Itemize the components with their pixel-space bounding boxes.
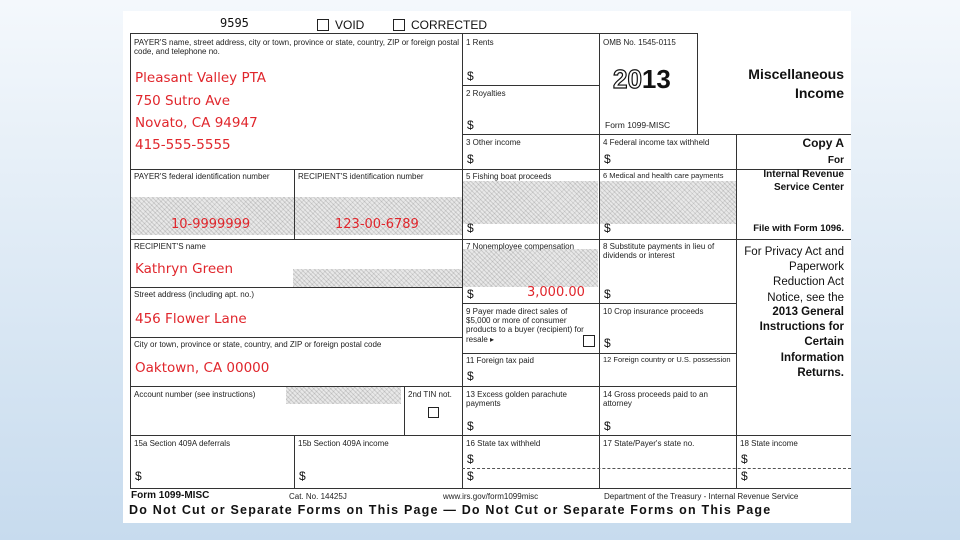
form-label-top: Form 1099-MISC: [605, 120, 671, 130]
box-15a-dollar: $: [135, 469, 142, 483]
box-14-label: 14 Gross proceeds paid to an attorney: [603, 390, 708, 409]
box-11-dollar: $: [467, 369, 474, 383]
box-6-dollar: $: [604, 221, 611, 235]
box-18-dollar-2: $: [741, 469, 748, 483]
box-2-label: 2 Royalties: [466, 89, 506, 98]
box-15b-label: 15b Section 409A income: [298, 439, 389, 448]
recipient-street-label: Street address (including apt. no.): [134, 290, 255, 299]
tax-year-prefix: 20: [613, 64, 642, 94]
box-10-dollar: $: [604, 336, 611, 350]
box-18-dollar-1: $: [741, 452, 748, 466]
box-6-label: 6 Medical and health care payments: [603, 171, 724, 180]
recipient-name[interactable]: Kathryn Green: [135, 261, 234, 277]
state-divider: [462, 468, 851, 469]
box-3-dollar: $: [467, 152, 474, 166]
shaded-area: [462, 181, 598, 224]
payer-name[interactable]: Pleasant Valley PTA: [135, 70, 267, 86]
box-8-label: 8 Substitute payments in lieu of dividends or interest: [603, 242, 715, 261]
form-number: 9595: [220, 16, 249, 30]
recipient-street[interactable]: 456 Flower Lane: [135, 311, 247, 327]
general-instructions: 2013 General Instructions for Certain Information Returns.: [759, 306, 844, 379]
footer-dept: Department of the Treasury - Internal Revenue Service: [604, 492, 799, 501]
shaded-area: [599, 181, 736, 224]
footer-banner: Do Not Cut or Separate Forms on This Page — Do Not Cut or Separate Forms on This Page: [129, 503, 772, 517]
box-5-label: 5 Fishing boat proceeds: [466, 172, 552, 181]
privacy-notice: For Privacy Act and Paperwork Reduction Act Notice, see the: [744, 246, 844, 304]
irs-center: Internal Revenue Service Center: [763, 169, 844, 193]
box-8-dollar: $: [604, 287, 611, 301]
payer-city[interactable]: Novato, CA 94947: [135, 115, 258, 131]
box-3-label: 3 Other income: [466, 138, 521, 147]
box-15b-dollar: $: [299, 469, 306, 483]
payer-label: PAYER'S name, street address, city or town, province or state, country, ZIP or foreign postal code, and telephone no.: [134, 38, 460, 57]
corrected-label: CORRECTED: [411, 18, 488, 32]
shaded-area: [293, 269, 463, 287]
box-1-label: 1 Rents: [466, 38, 494, 47]
footer-url: www.irs.gov/form1099misc: [443, 492, 539, 501]
box-14-dollar: $: [604, 419, 611, 433]
recipient-name-label: RECIPIENT'S name: [134, 242, 206, 251]
recipient-id[interactable]: 123-00-6789: [335, 217, 419, 232]
box-12-label: 12 Foreign country or U.S. possession: [603, 355, 731, 364]
void-label: VOID: [335, 18, 365, 32]
footer-cat: Cat. No. 14425J: [289, 492, 347, 501]
account-number-label: Account number (see instructions): [134, 390, 256, 399]
box-7-label: 7 Nonemployee compensation: [466, 242, 575, 251]
tax-year-suffix: 13: [641, 64, 671, 94]
box-2-dollar: $: [467, 118, 474, 132]
box-9-checkbox[interactable]: [583, 335, 595, 347]
box-13-label: 13 Excess golden parachute payments: [466, 390, 567, 409]
form-1099-misc: [123, 11, 851, 523]
box-1-dollar: $: [467, 69, 474, 83]
box-11-label: 11 Foreign tax paid: [466, 356, 534, 365]
payer-tin[interactable]: 10-9999999: [171, 217, 251, 232]
payer-phone[interactable]: 415-555-5555: [135, 137, 231, 153]
box-10-label: 10 Crop insurance proceeds: [603, 307, 704, 316]
recipient-city[interactable]: Oaktown, CA 00000: [135, 360, 270, 376]
payer-street[interactable]: 750 Sutro Ave: [135, 93, 231, 109]
box-4-dollar: $: [604, 152, 611, 166]
second-tin-checkbox[interactable]: [428, 407, 439, 418]
box-7-value[interactable]: 3,000.00: [527, 285, 585, 300]
second-tin-label: 2nd TIN not.: [408, 390, 452, 399]
file-with-1096: File with Form 1096.: [753, 223, 844, 234]
footer-form: Form 1099-MISC: [131, 490, 210, 501]
recipient-id-label: RECIPIENT'S identification number: [298, 172, 424, 181]
box-4-label: 4 Federal income tax withheld: [603, 138, 710, 147]
copy-a-label: Copy A: [802, 136, 844, 150]
box-7-dollar: $: [467, 287, 474, 301]
shaded-area: [462, 249, 598, 287]
copy-for: For: [827, 155, 844, 166]
form-title: Miscellaneous Income: [748, 66, 844, 101]
box-9-label: 9 Payer made direct sales of $5,000 or more of consumer products to a buyer (recipient) for resale ▸: [466, 307, 584, 344]
box-16-dollar-2: $: [467, 469, 474, 483]
corrected-checkbox[interactable]: [393, 19, 405, 31]
shaded-area: [286, 386, 401, 404]
payer-tin-label: PAYER'S federal identification number: [134, 172, 270, 181]
box-16-dollar-1: $: [467, 452, 474, 466]
box-16-label: 16 State tax withheld: [466, 439, 541, 448]
void-checkbox[interactable]: [317, 19, 329, 31]
omb-number: OMB No. 1545-0115: [603, 38, 676, 47]
box-13-dollar: $: [467, 419, 474, 433]
box-5-dollar: $: [467, 221, 474, 235]
box-15a-label: 15a Section 409A deferrals: [134, 439, 231, 448]
box-18-label: 18 State income: [740, 439, 798, 448]
recipient-city-label: City or town, province or state, country, and ZIP or foreign postal code: [134, 340, 382, 349]
box-17-label: 17 State/Payer's state no.: [603, 439, 695, 448]
tax-year: [613, 66, 671, 92]
